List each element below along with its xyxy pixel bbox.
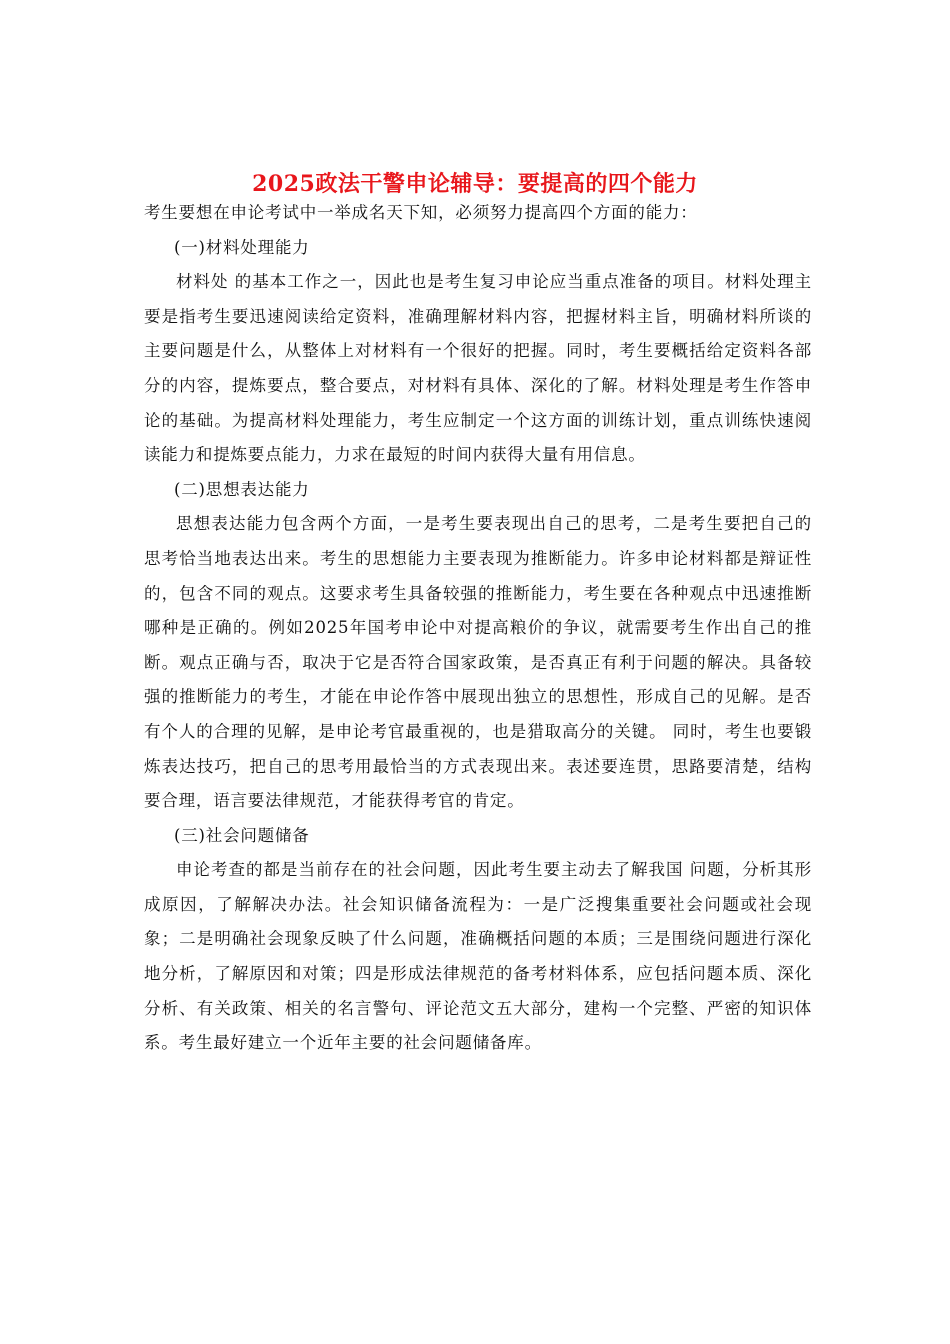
intro-paragraph: 考生要想在申论考试中一举成名天下知，必须努力提高四个方面的能力： <box>144 203 698 222</box>
document-body <box>144 196 812 1061</box>
section-body-material-processing: 材料处 的基本工作之一，因此也是考生复习申论应当重点准备的项目。材料处理主要是指考生要迅速阅读给定资料，准确理解材料内容，把握材料主旨，明确材料所谈的主要问题是什么，从整体上对材料有一个很好的把握。同时，考生要概括给定资料各部分的内容，提炼要点，整合要点，对材料有具体、深化的了解。材料处理是考生作答申论的基础。为提高材料处理能力，考生应制定一个这方面的训练计划，重点训练快速阅读能力和提炼要点能力，力求在最短的时间内获得大量有用信息。 <box>144 272 812 465</box>
section-body-thought-expression: 思想表达能力包含两个方面，一是考生要表现出自己的思考，二是考生要把自己的思考恰当地表达出来。考生的思想能力主要表现为推断能力。许多申论材料都是辩证性的，包含不同的观点。这要求考生具备较强的推断能力，考生要在各种观点中迅速推断哪种是正确的。例如2025年国考申论中对提高粮价的争议，就需要考生作出自己的推断。观点正确与否，取决于它是否符合国家政策，是否真正有利于问题的解决。具备较强的推断能力的考生，才能在申论作答中展现出独立的思想性，形成自己的见解。是否有个人的合理的见解，是申论考官最重视的，也是猎取高分的关键。 同时，考生也要锻炼表达技巧，把自己的思考用最恰当的方式表现出来。表述要连贯，思路要清楚，结构要合理，语言要法律规范，才能获得考官的肯定。 <box>144 514 812 811</box>
section-heading-material-processing: (一)材料处理能力 <box>174 237 310 257</box>
section-heading-social-issues: (三)社会问题储备 <box>174 825 310 845</box>
document-title: 2025政法干警申论辅导：要提高的四个能力 <box>252 170 698 197</box>
section-heading-thought-expression: (二)思想表达能力 <box>174 479 310 499</box>
section-body-social-issues: 申论考查的都是当前存在的社会问题，因此考生要主动去了解我国 问题，分析其形成原因，了解解决办法。社会知识储备流程为：一是广泛搜集重要社会问题或社会现象；二是明确社会现象反映了什么问题，准确概括问题的本质；三是围绕问题进行深化地分析，了解原因和对策；四是形成法律规范的备考材料体系，应包括问题本质、深化分析、有关政策、相关的名言警句、评论范文五大部分，建构一个完整、严密的知识体系。考生最好建立一个近年主要的社会问题储备库。 <box>144 860 812 1053</box>
